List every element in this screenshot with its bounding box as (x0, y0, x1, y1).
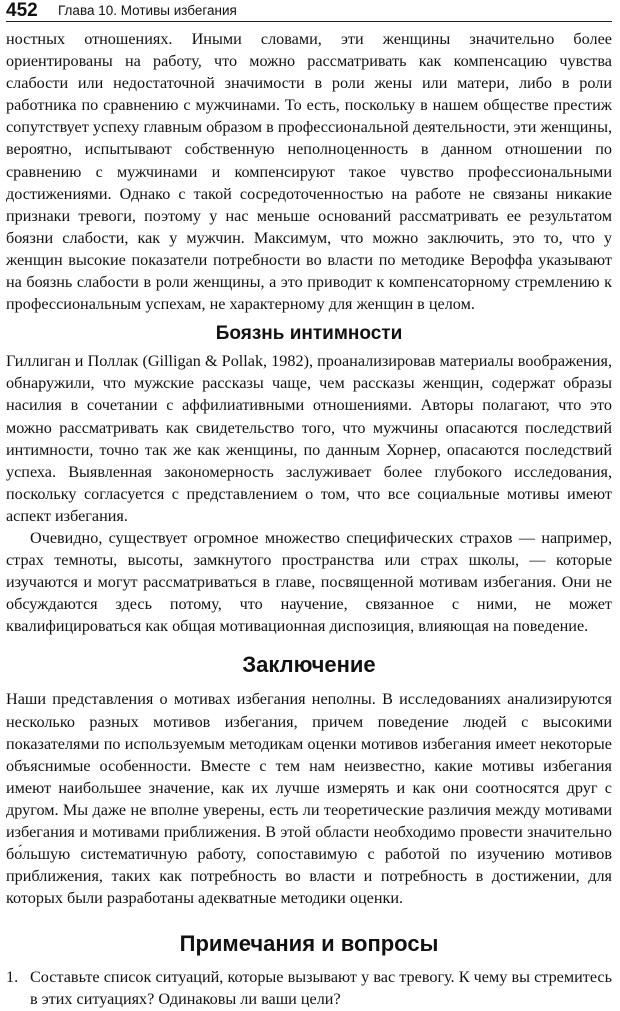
header-rule (6, 21, 612, 22)
list-item (6, 966, 612, 1010)
running-title: Глава 10. Мотивы избегания (58, 3, 237, 18)
page-body (6, 28, 612, 1011)
paragraph-specific-fears: Очевидно, существует огромное множество специфических страхов — например, страх темноты, высоты, замкнутого пространства или страх школы, — которые изучаются и могут рассматриваться в главе, посвященной мотивам избегания. Они не обсуждаются здесь потому, что научение, связанное с ними, не может квалифицироваться как общая мотивационная диспозиция, влияющая на поведение. (6, 528, 612, 636)
paragraph-continuation: ностных отношениях. Иными словами, эти женщины значительно более ориентированы на работу, что можно рассматривать как компенсацию чувства слабости или недостаточной значимости в роли жены или матери, либо в роли работника по сравнению с мужчинами. То есть, поскольку в нашем обществе престиж сопутствует успеху главным образом в профессиональной деятельности, эти женщины, вероятно, испытывают собственную неполноценность в данном отношении по сравнению с мужчинами и компенсируют такое чувство профессиональными достижениями. Однако с такой сосредоточенностью на работе не связаны никакие признаки тревоги, поэтому у нас меньше оснований рассматривать ее результатом боязни слабости, как у мужчин. Максимум, что можно заключить, это то, что у женщин высокие показатели потребности во власти по методике Вероффа указывают на боязнь слабости в роли женщины, а это приводит к компенсаторному стремлению к профессиональным успехам, не характерному для женщин в целом. (6, 30, 612, 314)
list-item-number: 1. (6, 968, 19, 987)
section-heading-notes: Примечания и вопросы (179, 931, 439, 957)
notes-list (6, 966, 612, 1010)
section-heading-conclusion: Заключение (242, 652, 376, 678)
paragraph-conclusion: Наши представления о мотивах избегания неполны. В исследованиях анализируются несколько разных мотивов избегания, причем поведение людей с высокими показателями по используемым методикам оценки мотивов избегания имеет некоторые объяснимые особенности. Вместе с тем нам неизвестно, какие мотивы избегания имеют наибольшее значение, как их лучше измерять и как они соотносятся друг с другом. Мы даже не вполне уверены, есть ли теоретические различия между мотивами избегания и мотивами приближения. В этой области необходимо провести значительно бо́льшую систематичную работу, сопоставимую с работой по изучению мотивов приближения, таких как потребность во власти и потребность в достижении, для которых были разработаны адекватные методики оценки. (6, 690, 612, 908)
running-header (6, 0, 612, 24)
list-item-text: Составьте список ситуаций, которые вызывают у вас тревогу. К чему вы стремитесь в этих ситуациях? Одинаковы ли ваши цели? (30, 968, 612, 1009)
page-number: 452 (6, 0, 38, 21)
paragraph-gilligan-pollak: Гиллиган и Поллак (Gilligan & Pollak, 1982), проанализировав материалы воображения, обнаружили, что мужские рассказы чаще, чем рассказы женщин, содержат образы насилия в сочетании с аффилиативными отношениями. Авторы полагают, что это можно рассматривать как свидетельство того, что мужчины опасаются последствий интимности, точно так же как женщины, по данным Хорнер, опасаются последствий успеха. Выявленная закономерность заслуживает более глубокого исследования, поскольку согласуется с представлением о том, что все социальные мотивы имеют аспект избегания. (6, 352, 612, 525)
section-heading-fear-of-intimacy: Боязнь интимности (215, 323, 403, 345)
